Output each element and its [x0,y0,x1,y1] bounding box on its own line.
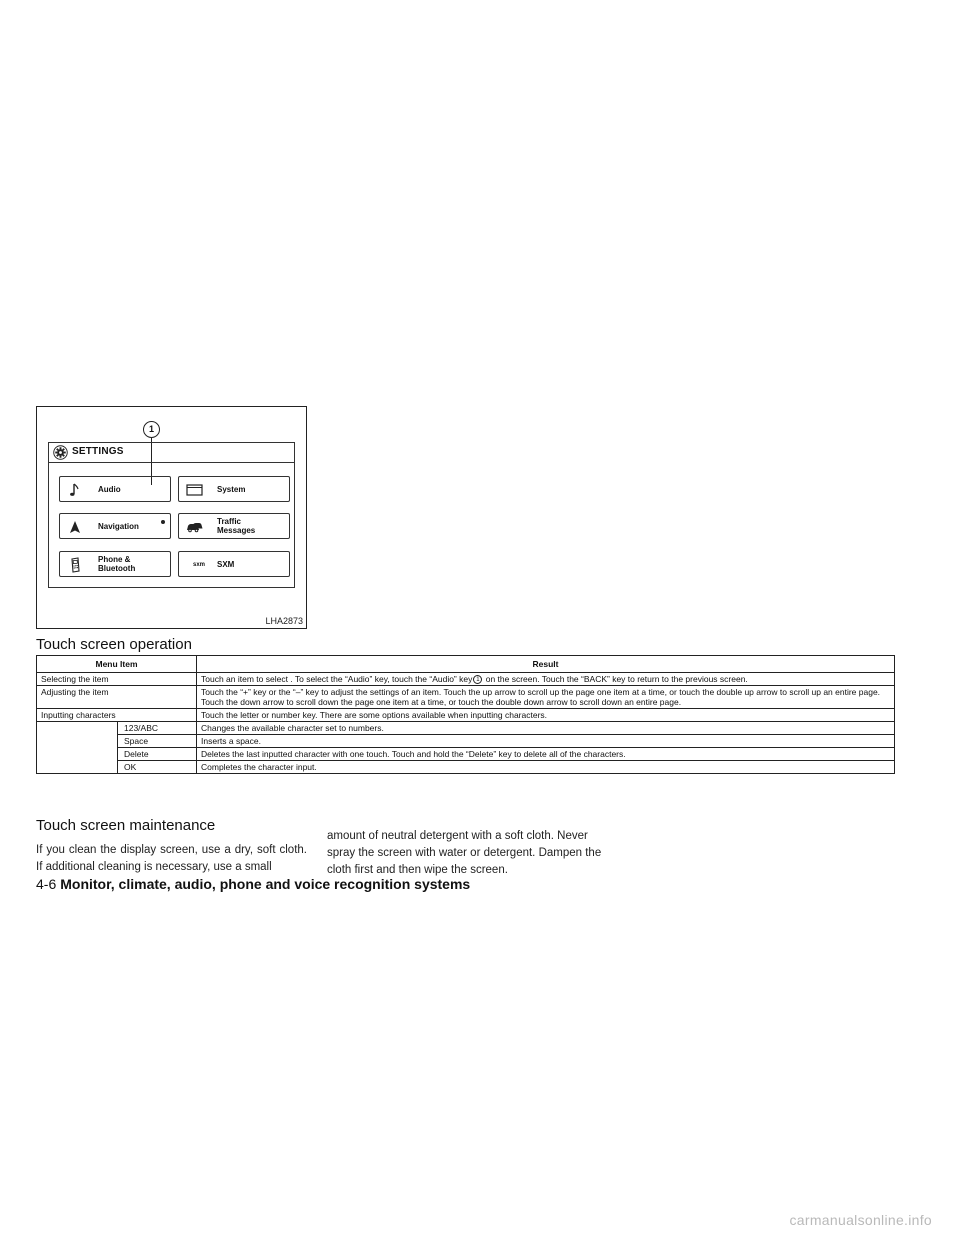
table-cell-result [197,673,895,686]
table-row [37,686,895,709]
phone-bluetooth-button[interactable] [59,551,171,577]
music-note-icon [66,481,84,499]
table-header-menu-item: Menu Item [37,656,197,673]
section-title-operation: Touch screen operation [36,636,192,653]
screen-header [49,443,294,463]
chapter-title: Monitor, climate, audio, phone and voice recognition systems [60,876,471,892]
audio-button-label: Audio [98,484,121,494]
table-cell-result: Touch the letter or number key. There are some options available when inputting characters. [197,709,895,722]
table-header-result: Result [197,656,895,673]
callout-marker: 1 [143,421,160,438]
settings-figure [36,406,307,629]
table-cell-item: Adjusting the item [37,686,197,709]
audio-button[interactable] [59,476,171,502]
page-number: 4-6 [36,876,57,892]
system-button-label: System [217,484,246,494]
car-traffic-icon [185,518,203,536]
table-row [37,761,895,774]
maintenance-paragraph-left: If you clean the display screen, use a dry, soft cloth. If additional cleaning is necessary, use a small [36,844,307,873]
traffic-messages-button[interactable] [178,513,290,539]
table-row [37,709,895,722]
table-cell-subitem: 123/ABC [118,722,197,735]
table-cell-result: Inserts a space. [197,735,895,748]
navigation-button[interactable] [59,513,171,539]
table-header-row [37,656,895,673]
system-button[interactable] [178,476,290,502]
callout-number-inline: 1 [473,675,482,684]
table-cell-subitem: Space [118,735,197,748]
screen-title: SETTINGS [72,446,124,457]
table-cell-subitem: Delete [118,748,197,761]
phone-bluetooth-button-label: Phone & Bluetooth [98,555,136,573]
traffic-messages-button-label: Traffic Messages [217,517,256,535]
settings-screen [48,442,295,588]
maintenance-paragraph-right: amount of neutral detergent with a soft cloth. Never spray the screen with water or detergent. Dampen the cloth first and then wipe the screen. [327,830,602,876]
navigation-button-label: Navigation [98,521,139,531]
table-cell-item: Inputting characters [37,709,197,722]
phone-icon [66,556,84,574]
table-cell-indent [37,722,118,774]
table-cell-result: Completes the character input. [197,761,895,774]
table-row [37,673,895,686]
page-footer [36,876,470,892]
sxm-button-label: SXM [217,559,235,569]
table-cell-item: Selecting the item [37,673,197,686]
figure-code: LHA2873 [265,616,303,626]
table-row [37,748,895,761]
result-text: Touch an item to select . To select the “Audio” key, touch the “Audio” key [201,674,473,684]
navigation-arrow-icon [66,518,84,536]
table-row [37,722,895,735]
section-title-maintenance: Touch screen maintenance [36,817,216,834]
sxm-button[interactable] [178,551,290,577]
gear-icon [53,445,68,460]
operation-table [36,655,895,774]
result-text: on the screen. Touch the “BACK” key to return to the previous screen. [483,674,748,684]
table-row [37,735,895,748]
table-cell-result: Touch the “+” key or the “–” key to adjust the settings of an item. Touch the up arrow to scroll up the page one item at a time, or touch the double up arrow to scroll up an entire page. Touch the down arrow to scroll down the page one item at a time, or touch the double down arrow to scroll down an entire page. [197,686,895,709]
table-cell-result: Deletes the last inputted character with one touch. Touch and hold the “Delete” key to delete all of the characters. [197,748,895,761]
table-cell-subitem: OK [118,761,197,774]
watermark[interactable]: carmanualsonline.info [789,1212,932,1228]
sxm-logo-icon: sxm [193,562,206,568]
table-cell-result: Changes the available character set to numbers. [197,722,895,735]
display-icon [185,481,203,499]
